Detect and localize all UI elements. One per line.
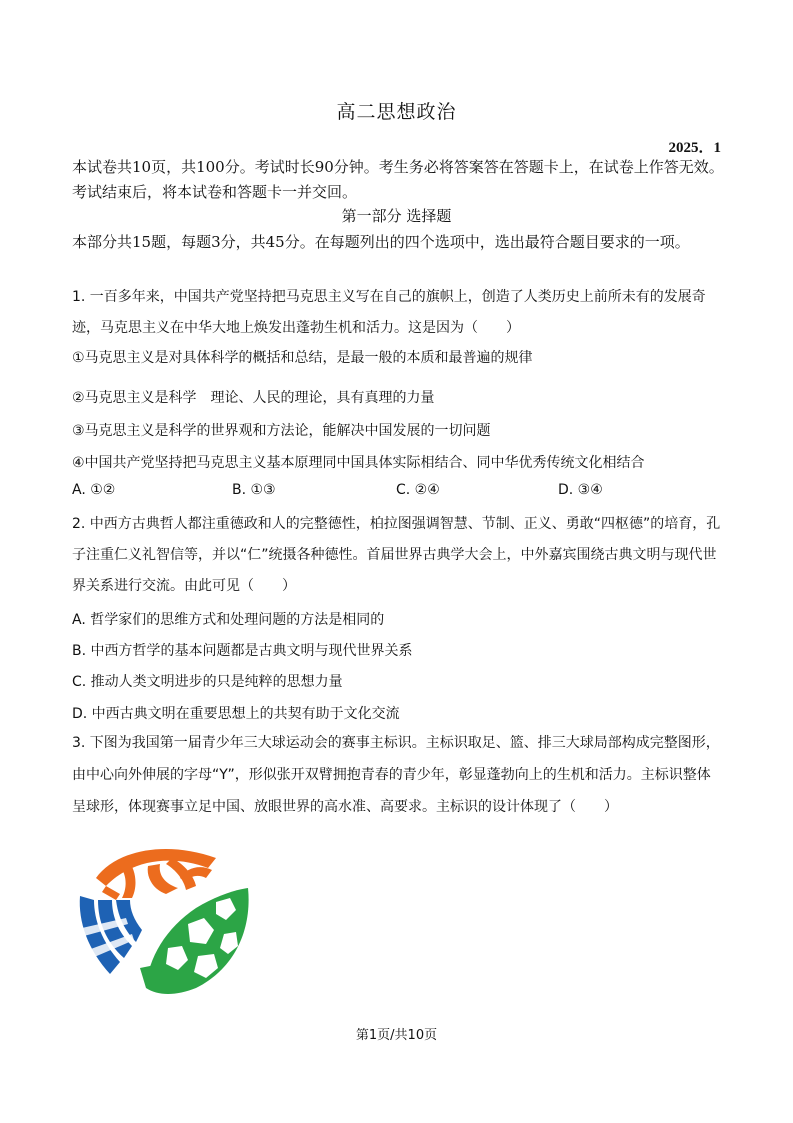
question-2-option-d[interactable]: D. 中西古典文明在重要思想上的共契有助于文化交流	[72, 706, 400, 722]
page-footer: 第1页/共10页	[355, 1028, 438, 1043]
question-1-option-c[interactable]: C. ②④	[396, 482, 440, 498]
question-1-item-3: ③马克思主义是科学的世界观和方法论，能解决中国发展的一切问题	[72, 423, 491, 439]
question-1-item-2: ②马克思主义是科学 理论、人民的理论，具有真理的力量	[72, 390, 435, 406]
question-2-stem: 2. 中西方古典哲人都注重德政和人的完整德性，柏拉图强调智慧、节制、正义、勇敢“四枢德”的培育，孔子注重仁义礼智信等，并以“仁”统摄各种德性。首届世界古典学大会上，中外嘉宾围绕古典文明与现代世界关系进行交流。由此可见（ ）	[72, 516, 721, 594]
section-heading: 第一部分 选择题	[341, 207, 452, 225]
exam-date: 2025．1	[668, 140, 721, 156]
football-segment-icon	[140, 888, 249, 994]
basketball-segment-icon	[96, 849, 216, 900]
question-3-stem: 3. 下图为我国第一届青少年三大球运动会的赛事主标识。主标识取足、篮、排三大球局部构成完整图形，由中心向外伸展的字母“Y”，形似张开双臂拥抱青春的青少年，彰显蓬勃向上的生机和活力。主标识整体呈球形，体现赛事立足中国、放眼世界的高水准、高要求。主标识的设计体现了（ ）	[72, 735, 720, 815]
question-1-options	[72, 482, 732, 502]
question-1-option-a[interactable]: A. ①②	[72, 482, 116, 498]
question-2-option-c[interactable]: C. 推动人类文明进步的只是纯粹的思想力量	[72, 674, 343, 690]
question-1-item-4: ④中国共产党坚持把马克思主义基本原理同中国具体实际相结合、同中华优秀传统文化相结合	[72, 455, 645, 471]
question-2-option-b[interactable]: B. 中西方哲学的基本问题都是古典文明与现代世界关系	[72, 643, 413, 659]
volleyball-segment-icon	[80, 896, 142, 974]
question-1-item-1: ①马克思主义是对具体科学的概括和总结，是最一般的本质和最普遍的规律	[72, 350, 533, 366]
question-1-option-b[interactable]: B. ①③	[232, 482, 276, 498]
three-balls-games-logo-icon	[76, 838, 252, 998]
question-1-stem: 1. 一百多年来，中国共产党坚持把马克思主义写在自己的旗帜上，创造了人类历史上前所未有的发展奇迹，马克思主义在中华大地上焕发出蓬勃生机和活力。这是因为（ ）	[72, 289, 706, 336]
exam-instructions: 本试卷共10页，共100分。考试时长90分钟。考生务必将答案答在答题卡上，在试卷上作答无效。考试结束后，将本试卷和答题卡一并交回。	[72, 158, 724, 201]
question-2-option-a[interactable]: A. 哲学家们的思维方式和处理问题的方法是相同的	[72, 612, 385, 628]
section-intro: 本部分共15题，每题3分，共45分。在每题列出的四个选项中，选出最符合题目要求的一项。	[72, 233, 690, 251]
question-1-option-d[interactable]: D. ③④	[558, 482, 603, 498]
page-title: 高二思想政治	[336, 101, 457, 123]
